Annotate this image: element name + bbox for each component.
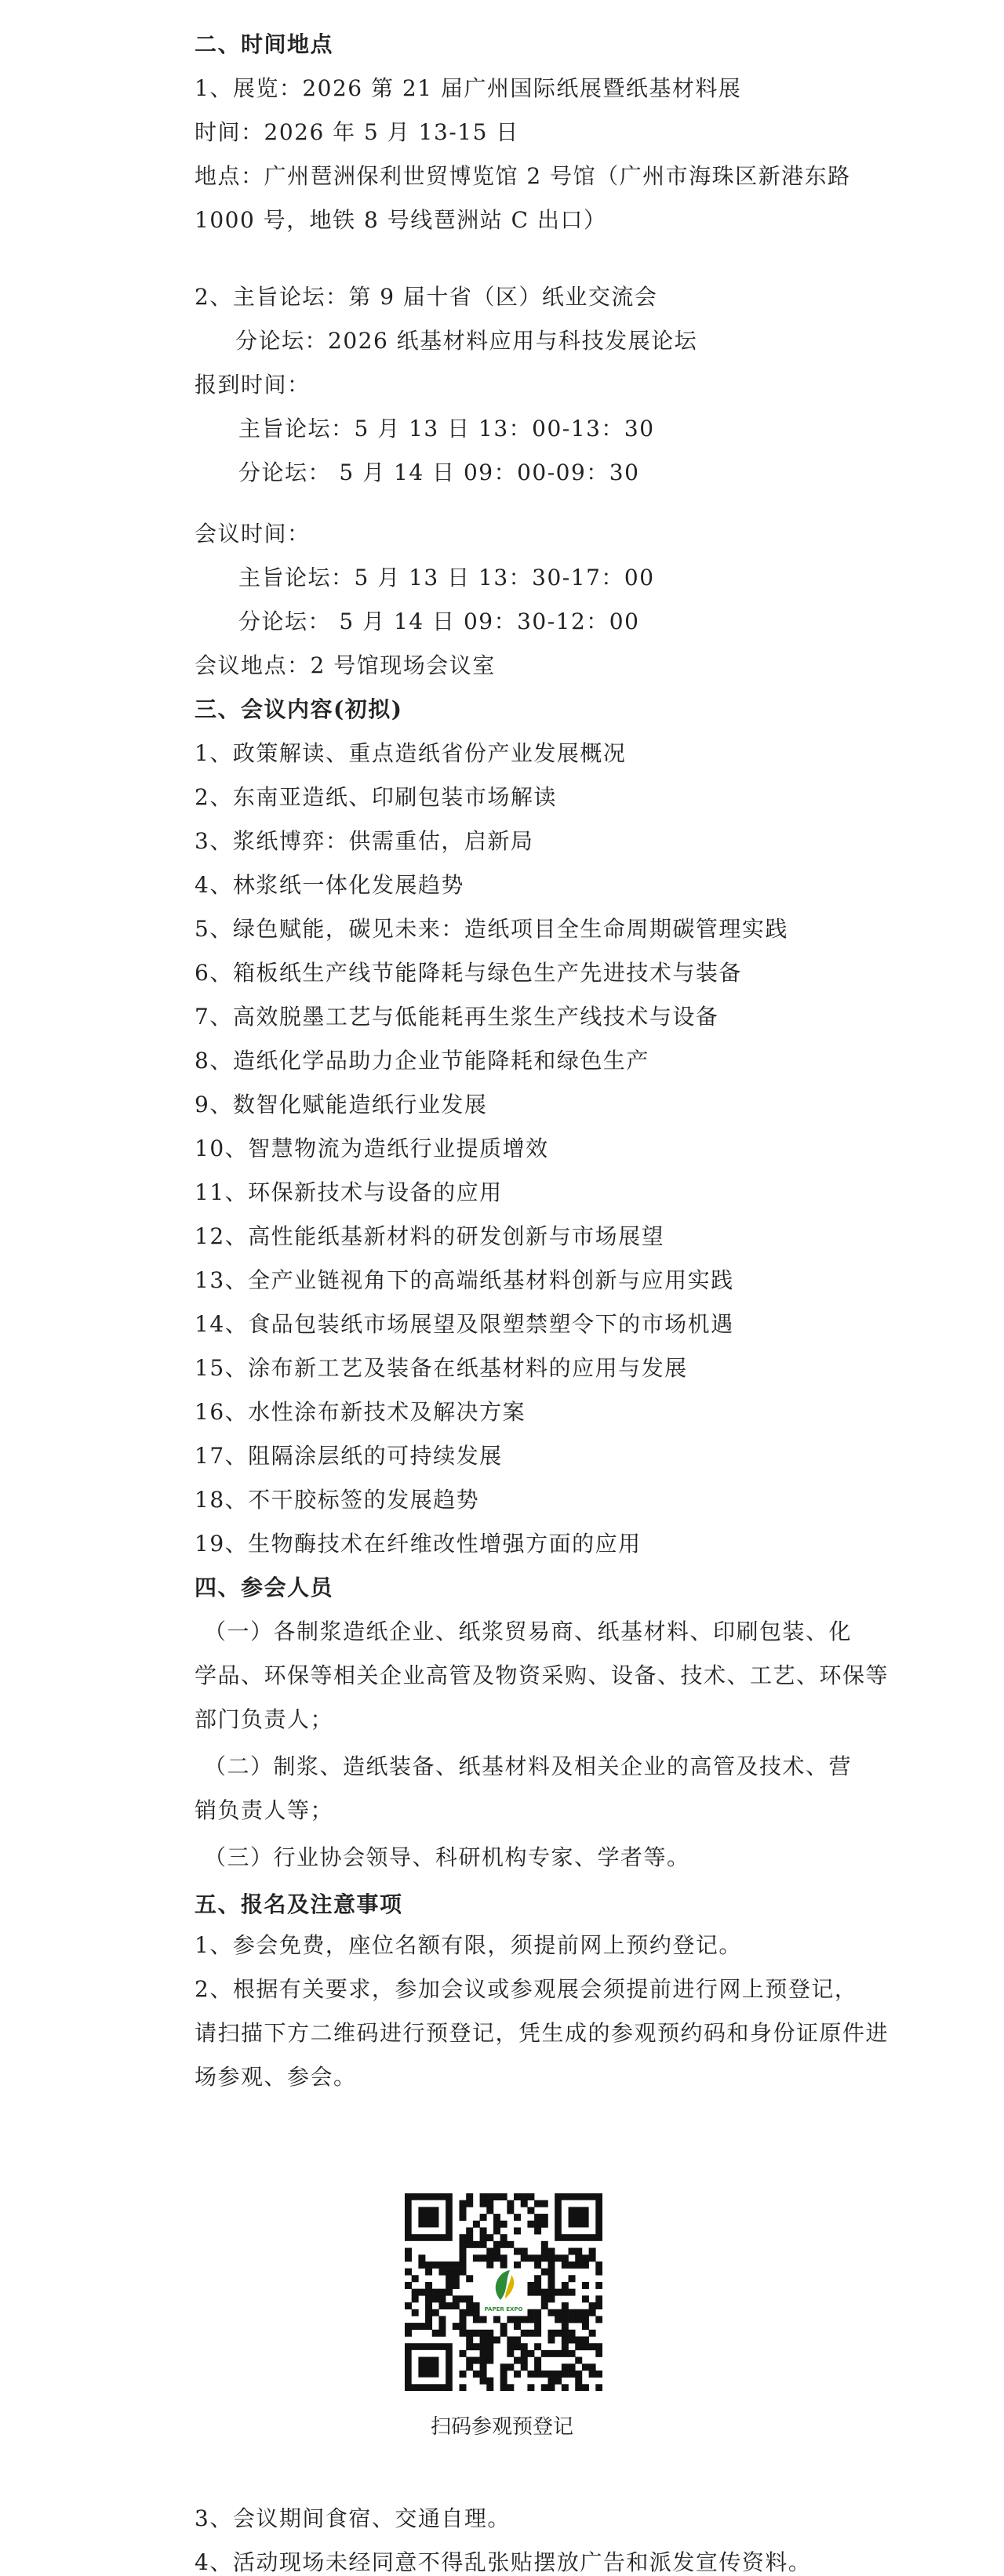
text-line: 主旨论坛：5 月 13 日 13：30-17：00 bbox=[238, 565, 655, 590]
text-line: 16、水性涂布新技术及解决方案 bbox=[195, 1399, 526, 1425]
text-line: 5、绿色赋能，碳见未来：造纸项目全生命周期碳管理实践 bbox=[195, 916, 788, 942]
text-line: 3、会议期间食宿、交通自理。 bbox=[195, 2505, 511, 2531]
text-line: 10、智慧物流为造纸行业提质增效 bbox=[195, 1135, 549, 1161]
text-line: （二）制浆、造纸装备、纸基材料及相关企业的高管及技术、营 bbox=[204, 1753, 853, 1779]
text-line: 1、参会免费，座位名额有限，须提前网上预约登记。 bbox=[195, 1932, 742, 1958]
text-line: 7、高效脱墨工艺与低能耗再生浆生产线技术与设备 bbox=[195, 1004, 719, 1030]
text-line: （一）各制浆造纸企业、纸浆贸易商、纸基材料、印刷包装、化 bbox=[204, 1619, 853, 1644]
text-line: 4、林浆纸一体化发展趋势 bbox=[195, 872, 464, 898]
text-line: 部门负责人； bbox=[195, 1706, 334, 1732]
text-line: 学品、环保等相关企业高管及物资采购、设备、技术、工艺、环保等 bbox=[195, 1662, 889, 1688]
section-heading: 二、时间地点 bbox=[195, 31, 334, 57]
text-line: 分论坛： 5 月 14 日 09：00-09：30 bbox=[238, 460, 640, 485]
text-line: 19、生物酶技术在纤维改性增强方面的应用 bbox=[195, 1531, 642, 1557]
qr-code-icon bbox=[405, 2193, 602, 2391]
text-line: 14、食品包装纸市场展望及限塑禁塑令下的市场机遇 bbox=[195, 1311, 734, 1337]
text-line: 地点：广州琶洲保利世贸博览馆 2 号馆（广州市海珠区新港东路 bbox=[195, 163, 851, 189]
text-line: 1000 号，地铁 8 号线琶洲站 C 出口） bbox=[195, 207, 607, 233]
text-line: 分论坛：2026 纸基材料应用与科技发展论坛 bbox=[235, 328, 698, 354]
text-line: 9、数智化赋能造纸行业发展 bbox=[195, 1092, 488, 1117]
text-line: 6、箱板纸生产线节能降耗与绿色生产先进技术与装备 bbox=[195, 960, 742, 986]
text-line: （三）行业协会领导、科研机构专家、学者等。 bbox=[204, 1844, 690, 1870]
text-line: 15、涂布新工艺及装备在纸基材料的应用与发展 bbox=[195, 1355, 688, 1381]
section-heading: 三、会议内容(初拟) bbox=[195, 696, 403, 722]
text-line: 18、不干胶标签的发展趋势 bbox=[195, 1487, 480, 1513]
text-line: 8、造纸化学品助力企业节能降耗和绿色生产 bbox=[195, 1048, 649, 1074]
qr-caption: 扫码参观预登记 bbox=[430, 2415, 573, 2439]
text-line: 分论坛： 5 月 14 日 09：30-12：00 bbox=[238, 609, 640, 634]
text-line: 1、展览：2026 第 21 届广州国际纸展暨纸基材料展 bbox=[195, 75, 742, 101]
text-line: 2、东南亚造纸、印刷包装市场解读 bbox=[195, 784, 557, 810]
text-line: 17、阻隔涂层纸的可持续发展 bbox=[195, 1443, 503, 1469]
text-line: 12、高性能纸基新材料的研发创新与市场展望 bbox=[195, 1223, 665, 1249]
section-heading: 五、报名及注意事项 bbox=[195, 1891, 403, 1917]
section-heading: 四、参会人员 bbox=[195, 1575, 334, 1600]
text-line: 4、活动现场未经同意不得乱张贴摆放广告和派发宣传资料。 bbox=[195, 2549, 812, 2575]
text-line: 场参观、参会。 bbox=[195, 2064, 357, 2090]
text-line: 请扫描下方二维码进行预登记，凭生成的参观预约码和身份证原件进 bbox=[195, 2020, 889, 2046]
text-line: 时间：2026 年 5 月 13-15 日 bbox=[195, 119, 519, 145]
text-line: 主旨论坛：5 月 13 日 13：00-13：30 bbox=[238, 416, 655, 441]
text-line: 销负责人等； bbox=[195, 1797, 334, 1823]
paper-expo-logo-icon bbox=[480, 2269, 528, 2316]
text-line: 1、政策解读、重点造纸省份产业发展概况 bbox=[195, 740, 627, 766]
text-line: 3、浆纸博弈：供需重估，启新局 bbox=[195, 828, 534, 854]
registration-qr-code[interactable] bbox=[405, 2193, 602, 2391]
text-line: 2、根据有关要求，参加会议或参观展会须提前进行网上预登记， bbox=[195, 1976, 858, 2002]
svg-text:PAPER EXPO: PAPER EXPO bbox=[484, 2306, 523, 2313]
text-line: 13、全产业链视角下的高端纸基材料创新与应用实践 bbox=[195, 1267, 734, 1293]
text-line: 2、主旨论坛：第 9 届十省（区）纸业交流会 bbox=[195, 284, 658, 310]
text-line: 会议地点：2 号馆现场会议室 bbox=[195, 652, 496, 678]
text-line: 会议时间： bbox=[195, 521, 311, 547]
text-line: 11、环保新技术与设备的应用 bbox=[195, 1179, 503, 1205]
text-line: 报到时间： bbox=[195, 372, 311, 398]
